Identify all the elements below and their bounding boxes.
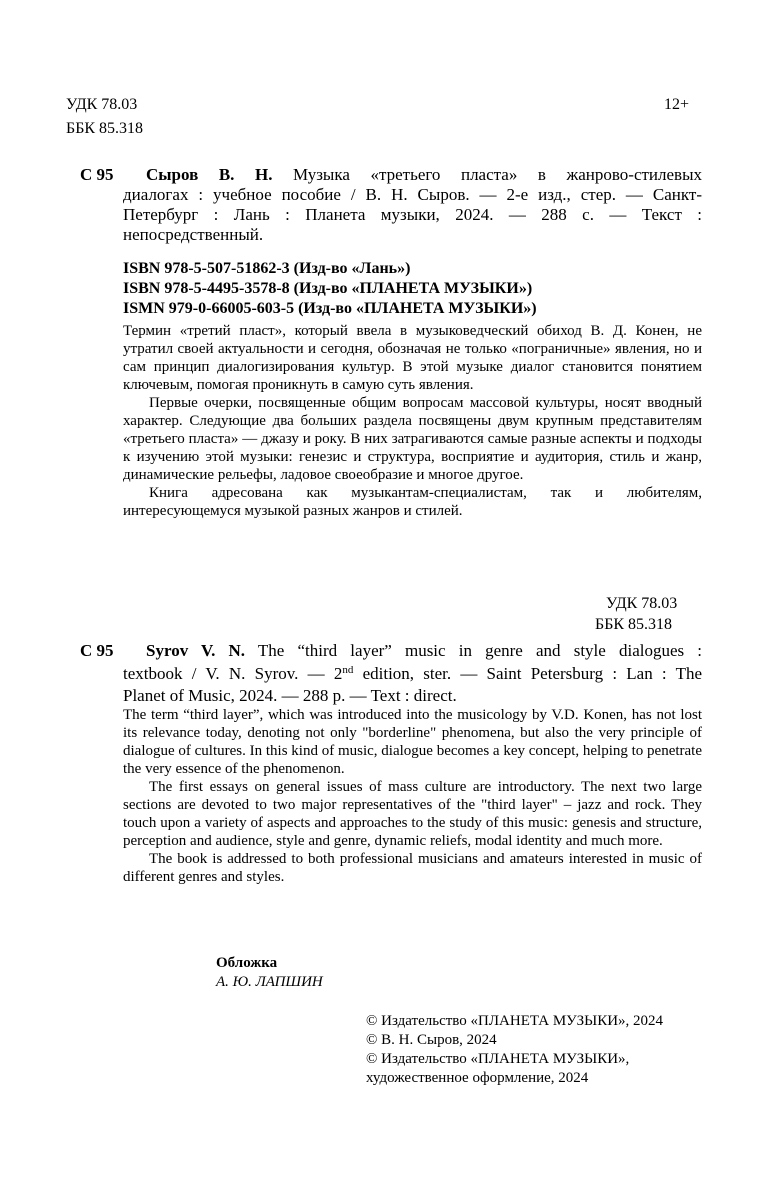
ismn-line: ISMN 979-0-66005-603-5 (Изд-во «ПЛАНЕТА МУЗЫКИ») [123,300,537,317]
annotation-paragraph: The book is addressed to both professional musicians and amateurs interested in music of different genres and styles. [123,851,702,885]
cover-artist: А. Ю. ЛАПШИН [216,974,323,990]
annotation-en [123,706,702,886]
age-rating: 12+ [664,96,690,113]
annotation-paragraph: The first essays on general issues of mass culture are introductory. The next two large sections are devoted to two major representatives of the "third layer" – jazz and rock. They touch upon a variety of aspects and approaches to the study of this music: genesis and structure, perception and audience, style and genre, dynamic reliefs, modal identity and much more. [123,779,702,849]
record-line: диалогах : учебное пособие / В. Н. Сыров. — 2-е изд., стер. — Санкт- [123,185,702,204]
isbn-list [123,259,537,319]
udk-code-en: УДК 78.03 [606,595,678,612]
record-line [146,641,702,661]
copyright-line: © Издательство «ПЛАНЕТА МУЗЫКИ», 2024 [366,1013,664,1029]
annotation-paragraph: Термин «третий пласт», который ввела в музыковедческий обиход В. Д. Конен, не утратил своей актуальности и сегодня, обозначая не только «пограничные» явления, но и сам принцип диалогизирования культур. В этой музыке диалог становится понятием ключевым, помогая проникнуть в самую суть явления. [123,323,702,393]
copyright-block [366,1012,663,1088]
copyright-line: © В. Н. Сыров, 2024 [366,1032,497,1048]
bibliographic-record-en [146,641,702,661]
bibliographic-record-ru [146,165,702,185]
cover-label: Обложка [216,955,278,971]
author-code-en: С 95 [80,641,114,660]
copyright-line: © Издательство «ПЛАНЕТА МУЗЫКИ», [366,1051,630,1067]
author-name: Сыров В. Н. [146,165,273,184]
bbk-code-en: ББК 85.318 [595,616,673,633]
record-line: Петербург : Лань : Планета музыки, 2024. — 288 с. — Текст : [123,205,702,224]
ordinal-suffix: nd [342,664,354,676]
author-name-en: Syrov V. N. [146,641,246,660]
annotation-ru [123,322,702,520]
isbn-line: ISBN 978-5-507-51862-3 (Изд-во «Лань») [123,260,411,277]
annotation-paragraph: The term “third layer”, which was introduced into the musicology by V.D. Konen, has not lost its relevance today, denoting not only "borderline" phenomena, but also the very principle of dialogue of cultures. In this kind of music, dialogue becomes a key concept, helping to penetrate the very essence of the phenomenon. [123,707,702,777]
isbn-line: ISBN 978-5-4495-3578-8 (Изд-во «ПЛАНЕТА МУЗЫКИ») [123,280,533,297]
record-title-en: The “third layer” music in genre and style dialogues : [245,641,702,660]
record-text: edition, ster. — Saint Petersburg : Lan : The [353,664,702,683]
author-code: С 95 [80,165,114,184]
copyright-line: художественное оформление, 2024 [366,1070,589,1086]
udk-code: УДК 78.03 [66,96,138,113]
annotation-paragraph: Первые очерки, посвященные общим вопросам массовой культуры, носят вводный характер. Следующие два больших раздела посвящены двум крупным представителям «третьего пласта» — джазу и року. В них затрагиваются самые разные аспекты и подходы к изучению этой музыки: генезис и структура, восприятие и аудитория, стиль и жанр, динамические рельефы, ладовое своеобразие и многое другое. [123,395,702,483]
bbk-code: ББК 85.318 [66,120,144,137]
record-title: Музыка «третьего пласта» в жанрово-стилевых [272,165,702,184]
record-line: Planet of Music, 2024. — 288 p. — Text : direct. [123,686,457,705]
record-text: textbook / V. N. Syrov. — 2 [123,664,343,683]
record-line [123,663,702,685]
bibliographic-record-ru-cont [123,185,702,245]
bibliographic-record-en-cont [123,663,702,707]
record-line: непосредственный. [123,225,264,244]
annotation-paragraph: Книга адресована как музыкантам-специалистам, так и любителям, интересующемуся музыкой разных жанров и стилей. [123,485,702,519]
record-line [146,165,702,185]
